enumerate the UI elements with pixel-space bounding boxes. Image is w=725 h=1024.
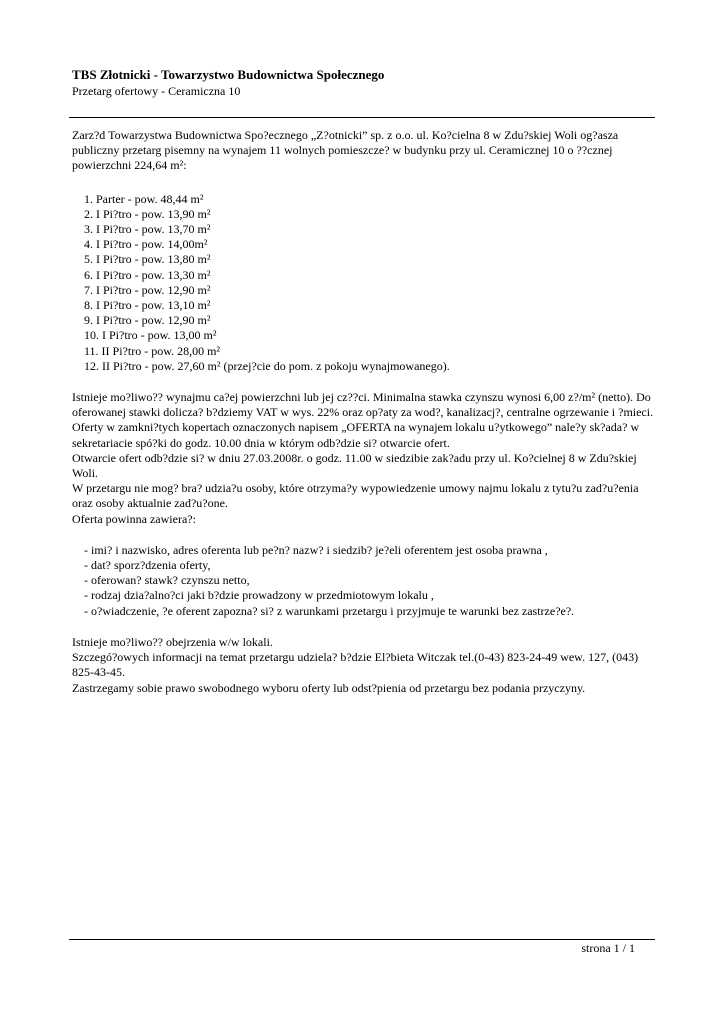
list-item: - oferowan? stawk? czynszu netto, bbox=[84, 573, 250, 588]
requirements-list bbox=[72, 543, 657, 619]
list-item: - dat? sporz?dzenia oferty, bbox=[84, 558, 211, 573]
list-item: 6. I Pi?tro - pow. 13,30 m² bbox=[84, 267, 211, 282]
list-item: 12. II Pi?tro - pow. 27,60 m² (przej?cie do pom. z pokoju wynajmowanego). bbox=[84, 358, 450, 373]
list-item: 3. I Pi?tro - pow. 13,70 m² bbox=[84, 222, 211, 237]
eligibility-paragraph: W przetargu nie mog? bra? udzia?u osoby, które otrzyma?y wypowiedzenie umowy najmu lokalu z tytu?u zad?u?enia oraz osoby aktualnie zad?u?one. bbox=[72, 481, 639, 511]
list-item: 2. I Pi?tro - pow. 13,90 m² bbox=[84, 206, 211, 221]
list-item: 9. I Pi?tro - pow. 12,90 m² bbox=[84, 313, 211, 328]
list-item: - imi? i nazwisko, adres oferenta lub pe?n? nazw? i siedzib? je?eli oferentem jest osoba prawna , bbox=[84, 542, 548, 557]
document-title: TBS Złotnicki - Towarzystwo Budownictwa Społecznego bbox=[72, 67, 385, 82]
list-item: 4. I Pi?tro - pow. 14,00m² bbox=[84, 237, 208, 252]
opening-paragraph: Otwarcie ofert odb?dzie si? w dniu 27.03.2008r. o godz. 11.00 w siedzibie zak?adu przy ul. Ko?cielnej 8 w Zdu?skiej Woli. bbox=[72, 450, 637, 481]
rooms-list bbox=[72, 192, 657, 374]
list-item: - o?wiadczenie, ?e oferent zapozna? si? z warunkami przetargu i przyjmuje te warunki bez zastrze?e?. bbox=[84, 603, 575, 618]
contact-paragraph: Szczegó?owych informacji na temat przetargu udziela? b?dzie El?bieta Witczak tel.(0-43) 823-24-49 wew. 127, (043) 825-43-45. bbox=[72, 650, 639, 680]
viewing-paragraph: Istnieje mo?liwo?? obejrzenia w/w lokali. bbox=[72, 634, 273, 649]
header-divider bbox=[69, 117, 655, 118]
list-item: 10. I Pi?tro - pow. 13,00 m² bbox=[84, 328, 217, 343]
footer-divider bbox=[69, 939, 655, 940]
document-subtitle: Przetarg ofertowy - Ceramiczna 10 bbox=[72, 84, 241, 98]
document-body bbox=[72, 128, 657, 696]
reservation-paragraph: Zastrzegamy sobie prawo swobodnego wyboru oferty lub odst?pienia od przetargu bez podania przyczyny. bbox=[72, 680, 586, 695]
document-header bbox=[72, 66, 657, 100]
spacer bbox=[72, 527, 657, 543]
spacer bbox=[72, 619, 657, 635]
offer-contents-heading: Oferta powinna zawiera?: bbox=[72, 511, 196, 526]
list-item: - rodzaj dzia?alno?ci jaki b?dzie prowadzony w przedmiotowym lokalu , bbox=[84, 588, 434, 603]
list-item: 7. I Pi?tro - pow. 12,90 m² bbox=[84, 282, 211, 297]
offers-paragraph: Oferty w zamkni?tych kopertach oznaczonych napisem „OFERTA na wynajem lokalu u?ytkowego” nale?y sk?ada? w sekretariacie spó?ki do godz. 10.00 dnia w którym odb?dzie si? otwarcie ofert. bbox=[72, 420, 640, 450]
spacer bbox=[72, 374, 657, 390]
list-item: 1. Parter - pow. 48,44 m² bbox=[84, 191, 204, 206]
list-item: 5. I Pi?tro - pow. 13,80 m² bbox=[84, 252, 211, 267]
rent-paragraph: Istnieje mo?liwo?? wynajmu ca?ej powierzchni lub jej cz??ci. Minimalna stawka czynszu wynosi 6,00 z?/m² (netto). Do oferowanej stawki dolicza? b?dziemy VAT w wys. 22% oraz op?aty za wod?, kanalizacj?, centralne ogrzewanie i ?mieci. bbox=[72, 390, 654, 420]
list-item: 8. I Pi?tro - pow. 13,10 m² bbox=[84, 298, 211, 313]
list-item: 11. II Pi?tro - pow. 28,00 m² bbox=[84, 343, 221, 358]
intro-paragraph: Zarz?d Towarzystwa Budownictwa Spo?ecznego „Z?otnicki” sp. z o.o. ul. Ko?cielna 8 w Zdu?skiej Woli og?asza publiczny przetarg pisemny na wynajem 11 wolnych pomieszcze? w budynku przy ul. Ceramicznej 10 o ??cznej powierzchni 224,64 m²: bbox=[72, 128, 619, 173]
spacer bbox=[72, 174, 657, 192]
page-number: strona 1 / 1 bbox=[581, 941, 635, 955]
